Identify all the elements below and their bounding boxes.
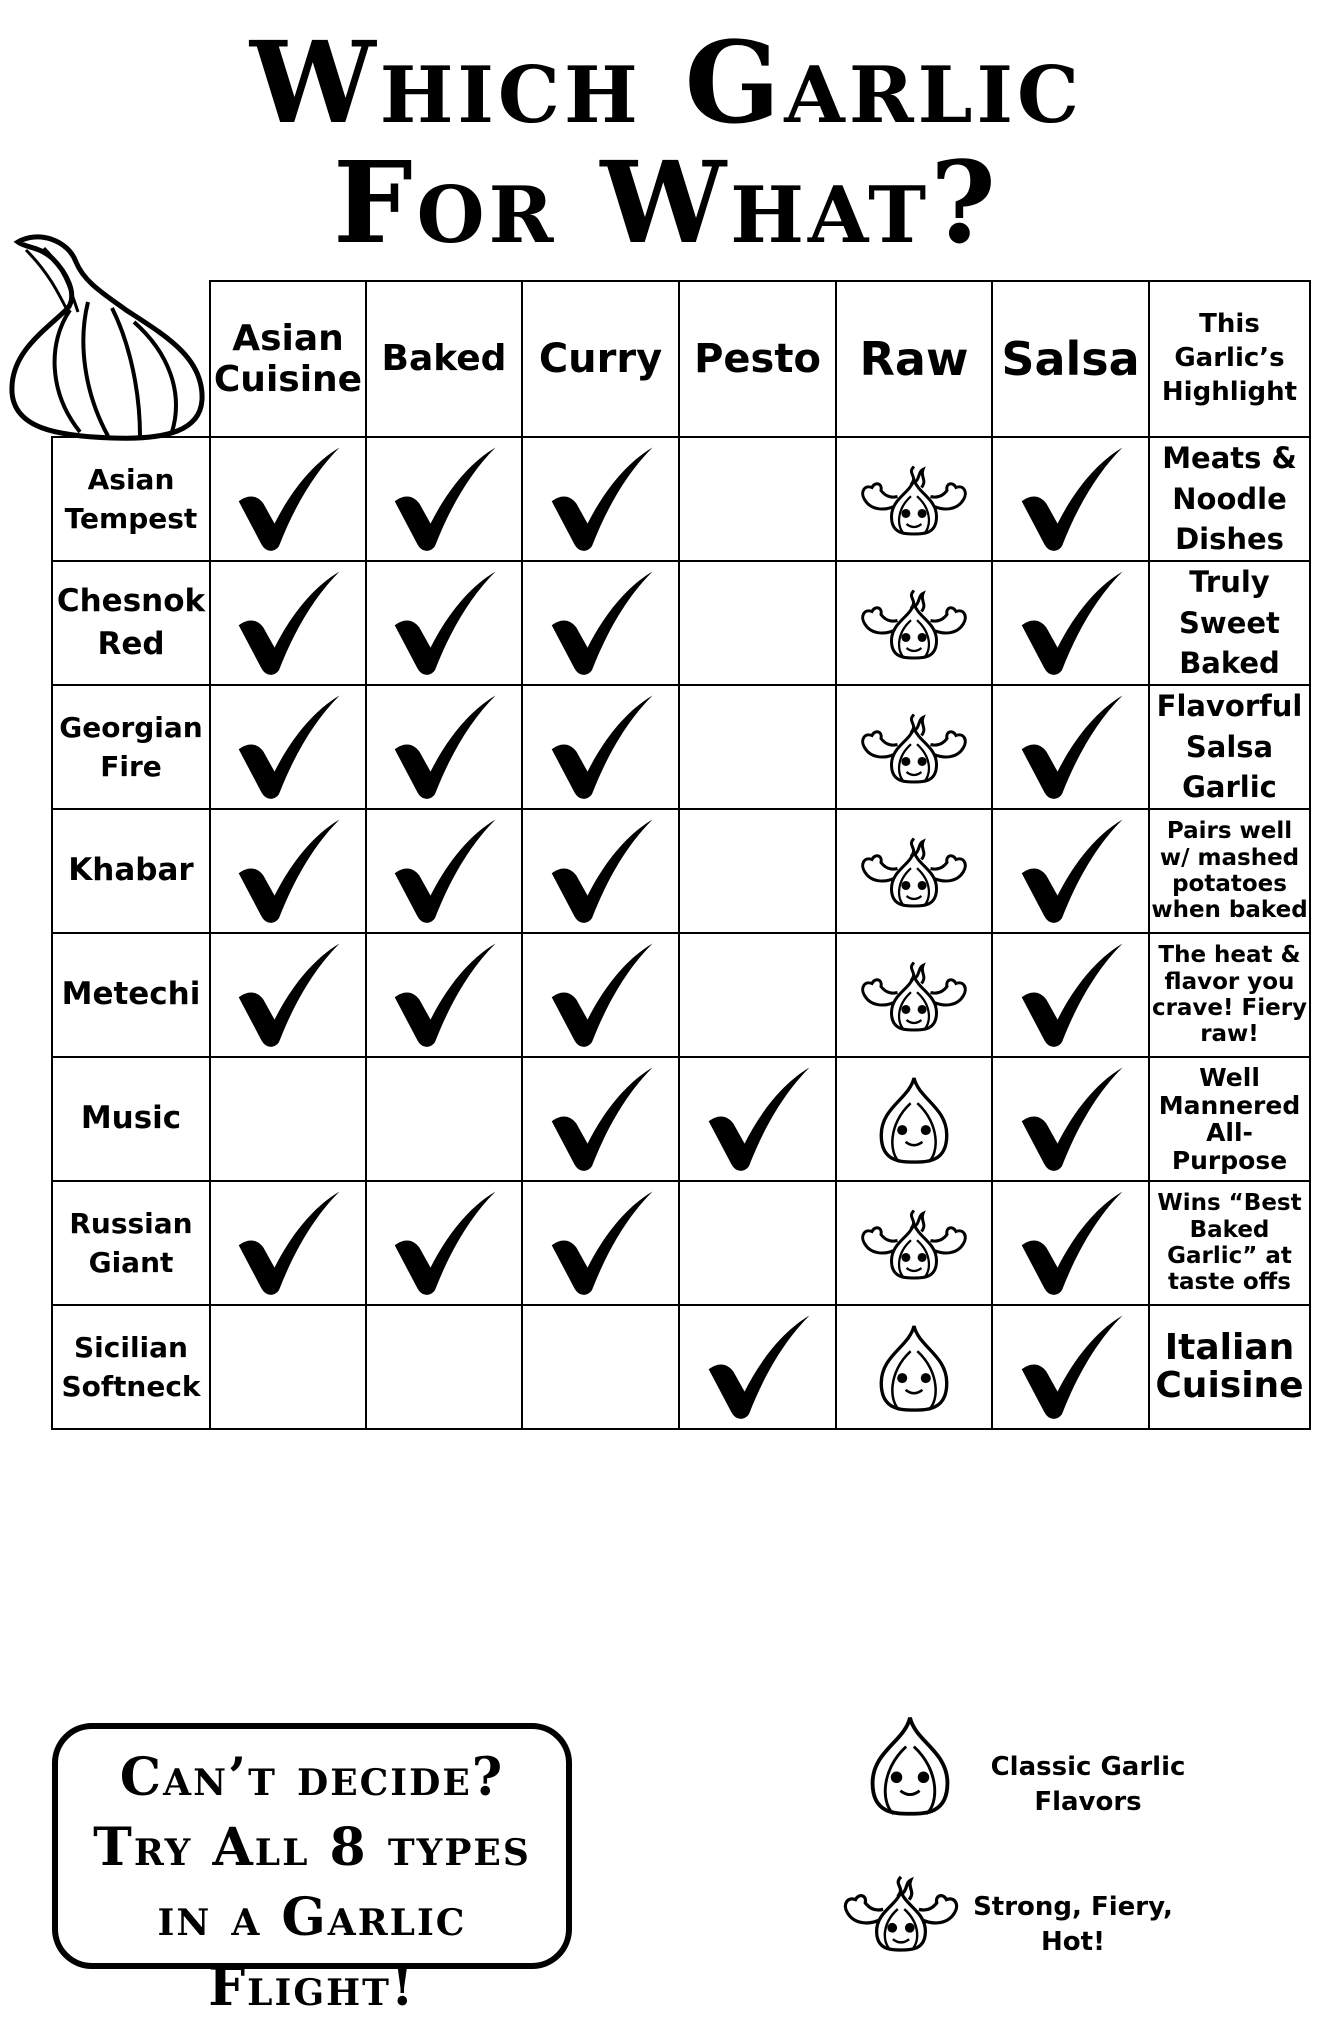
checkmark-icon	[545, 1063, 657, 1175]
row-header: Chesnok Red	[52, 561, 210, 685]
row-header: Sicilian Softneck	[52, 1305, 210, 1429]
highlight-cell: Truly Sweet Baked	[1149, 561, 1310, 685]
checkmark-icon	[232, 691, 344, 803]
table-cell	[366, 1057, 522, 1181]
table-cell	[366, 809, 522, 933]
col-header-baked: Baked	[366, 281, 522, 437]
muscle-garlic-icon	[854, 462, 974, 537]
table-cell	[366, 685, 522, 809]
checkmark-icon	[232, 567, 344, 679]
table-cell	[836, 1057, 992, 1181]
checkmark-icon	[1015, 567, 1127, 679]
table-cell	[210, 685, 366, 809]
legend-garlic-face-icon	[862, 1712, 958, 1818]
table-cell	[366, 1181, 522, 1305]
table-cell	[992, 561, 1149, 685]
table-cell	[210, 1305, 366, 1429]
table-row	[52, 809, 1310, 933]
table-row	[52, 1057, 1310, 1181]
corner-cell	[52, 281, 210, 437]
highlight-cell: Well Mannered All-Purpose	[1149, 1057, 1310, 1181]
table-cell	[366, 561, 522, 685]
checkmark-icon	[545, 443, 657, 555]
col-header-raw: Raw	[836, 281, 992, 437]
row-header: Asian Tempest	[52, 437, 210, 561]
checkmark-icon	[232, 815, 344, 927]
table-cell	[679, 1181, 836, 1305]
col-header-curry: Curry	[522, 281, 679, 437]
checkmark-icon	[232, 1187, 344, 1299]
checkmark-icon	[545, 1187, 657, 1299]
table-cell	[836, 685, 992, 809]
garlic-face-icon	[872, 1321, 956, 1413]
table-cell	[679, 1057, 836, 1181]
table-cell	[522, 437, 679, 561]
checkmark-icon	[1015, 1311, 1127, 1423]
page-title-line-2: For What?	[333, 138, 1000, 269]
highlight-cell: The heat & flavor you crave! Fiery raw!	[1149, 933, 1310, 1057]
cta-line-3: in a Garlic Flight!	[157, 1887, 467, 2018]
table-cell	[366, 437, 522, 561]
table-cell	[210, 437, 366, 561]
col-header-highlight: This Garlic’s Highlight	[1149, 281, 1310, 437]
col-header-pesto: Pesto	[679, 281, 836, 437]
table-cell	[992, 1305, 1149, 1429]
table-cell	[522, 1057, 679, 1181]
table-cell	[366, 933, 522, 1057]
table-cell	[210, 809, 366, 933]
highlight-cell: Flavorful Salsa Garlic	[1149, 685, 1310, 809]
cta-line-2: Try All 8 types	[93, 1817, 531, 1878]
table-row	[52, 561, 1310, 685]
table-cell	[992, 809, 1149, 933]
checkmark-icon	[388, 815, 500, 927]
checkmark-icon	[702, 1063, 814, 1175]
table-cell	[992, 1181, 1149, 1305]
checkmark-icon	[1015, 443, 1127, 555]
highlight-cell: Wins “Best Baked Garlic” at taste offs	[1149, 1181, 1310, 1305]
checkmark-icon	[388, 691, 500, 803]
table-row	[52, 1181, 1310, 1305]
checkmark-icon	[545, 567, 657, 679]
highlight-cell: Pairs well w/ mashed potatoes when baked	[1149, 809, 1310, 933]
muscle-garlic-icon	[854, 586, 974, 661]
table-row	[52, 437, 1310, 561]
legend-muscle-garlic-icon	[836, 1872, 966, 1953]
table-cell	[836, 437, 992, 561]
muscle-garlic-icon	[854, 958, 974, 1033]
table-cell	[679, 561, 836, 685]
table-cell	[522, 1305, 679, 1429]
table-cell	[522, 809, 679, 933]
table-cell	[210, 561, 366, 685]
checkmark-icon	[545, 815, 657, 927]
table-row	[52, 685, 1310, 809]
checkmark-icon	[702, 1311, 814, 1423]
checkmark-icon	[1015, 1063, 1127, 1175]
table-cell	[836, 933, 992, 1057]
highlight-cell: Meats & Noodle Dishes	[1149, 437, 1310, 561]
table-cell	[522, 933, 679, 1057]
table-cell	[210, 1181, 366, 1305]
row-header: Georgian Fire	[52, 685, 210, 809]
row-header: Music	[52, 1057, 210, 1181]
garlic-usage-table	[51, 280, 1311, 1430]
table-cell	[679, 933, 836, 1057]
garlic-face-icon	[872, 1073, 956, 1165]
table-cell	[679, 437, 836, 561]
table-row	[52, 933, 1310, 1057]
muscle-garlic-icon	[854, 834, 974, 909]
muscle-garlic-icon	[854, 1206, 974, 1281]
table-cell	[210, 1057, 366, 1181]
table-cell	[836, 809, 992, 933]
checkmark-icon	[388, 443, 500, 555]
table-cell	[836, 561, 992, 685]
row-header: Khabar	[52, 809, 210, 933]
muscle-garlic-icon	[854, 710, 974, 785]
checkmark-icon	[388, 939, 500, 1051]
table-cell	[522, 685, 679, 809]
table-cell	[522, 1181, 679, 1305]
table-cell	[679, 809, 836, 933]
row-header: Metechi	[52, 933, 210, 1057]
checkmark-icon	[545, 691, 657, 803]
legend-strong-label: Strong, Fiery, Hot!	[973, 1892, 1173, 1958]
table-cell	[992, 685, 1149, 809]
table-cell	[679, 1305, 836, 1429]
table-cell	[210, 933, 366, 1057]
table-cell	[679, 685, 836, 809]
checkmark-icon	[388, 567, 500, 679]
table-cell	[366, 1305, 522, 1429]
checkmark-icon	[1015, 939, 1127, 1051]
highlight-cell: Italian Cuisine	[1149, 1305, 1310, 1429]
checkmark-icon	[1015, 815, 1127, 927]
table-cell	[836, 1181, 992, 1305]
table-cell	[992, 437, 1149, 561]
col-header-asian-cuisine: Asian Cuisine	[210, 281, 366, 437]
table-cell	[992, 933, 1149, 1057]
table-cell	[836, 1305, 992, 1429]
checkmark-icon	[545, 939, 657, 1051]
table-row	[52, 1305, 1310, 1429]
checkmark-icon	[1015, 691, 1127, 803]
checkmark-icon	[1015, 1187, 1127, 1299]
cta-line-1: Can’t decide?	[119, 1747, 505, 1808]
col-header-salsa: Salsa	[992, 281, 1149, 437]
checkmark-icon	[232, 443, 344, 555]
muscle-garlic-icon	[836, 1872, 966, 1953]
legend-classic-label: Classic Garlic Flavors	[990, 1752, 1186, 1818]
checkmark-icon	[232, 939, 344, 1051]
page-title-line-1: Which Garlic	[249, 18, 1084, 149]
table-cell	[992, 1057, 1149, 1181]
row-header: Russian Giant	[52, 1181, 210, 1305]
garlic-face-icon	[862, 1712, 958, 1818]
table-cell	[522, 561, 679, 685]
garlic-flight-callout	[52, 1723, 572, 2018]
checkmark-icon	[388, 1187, 500, 1299]
